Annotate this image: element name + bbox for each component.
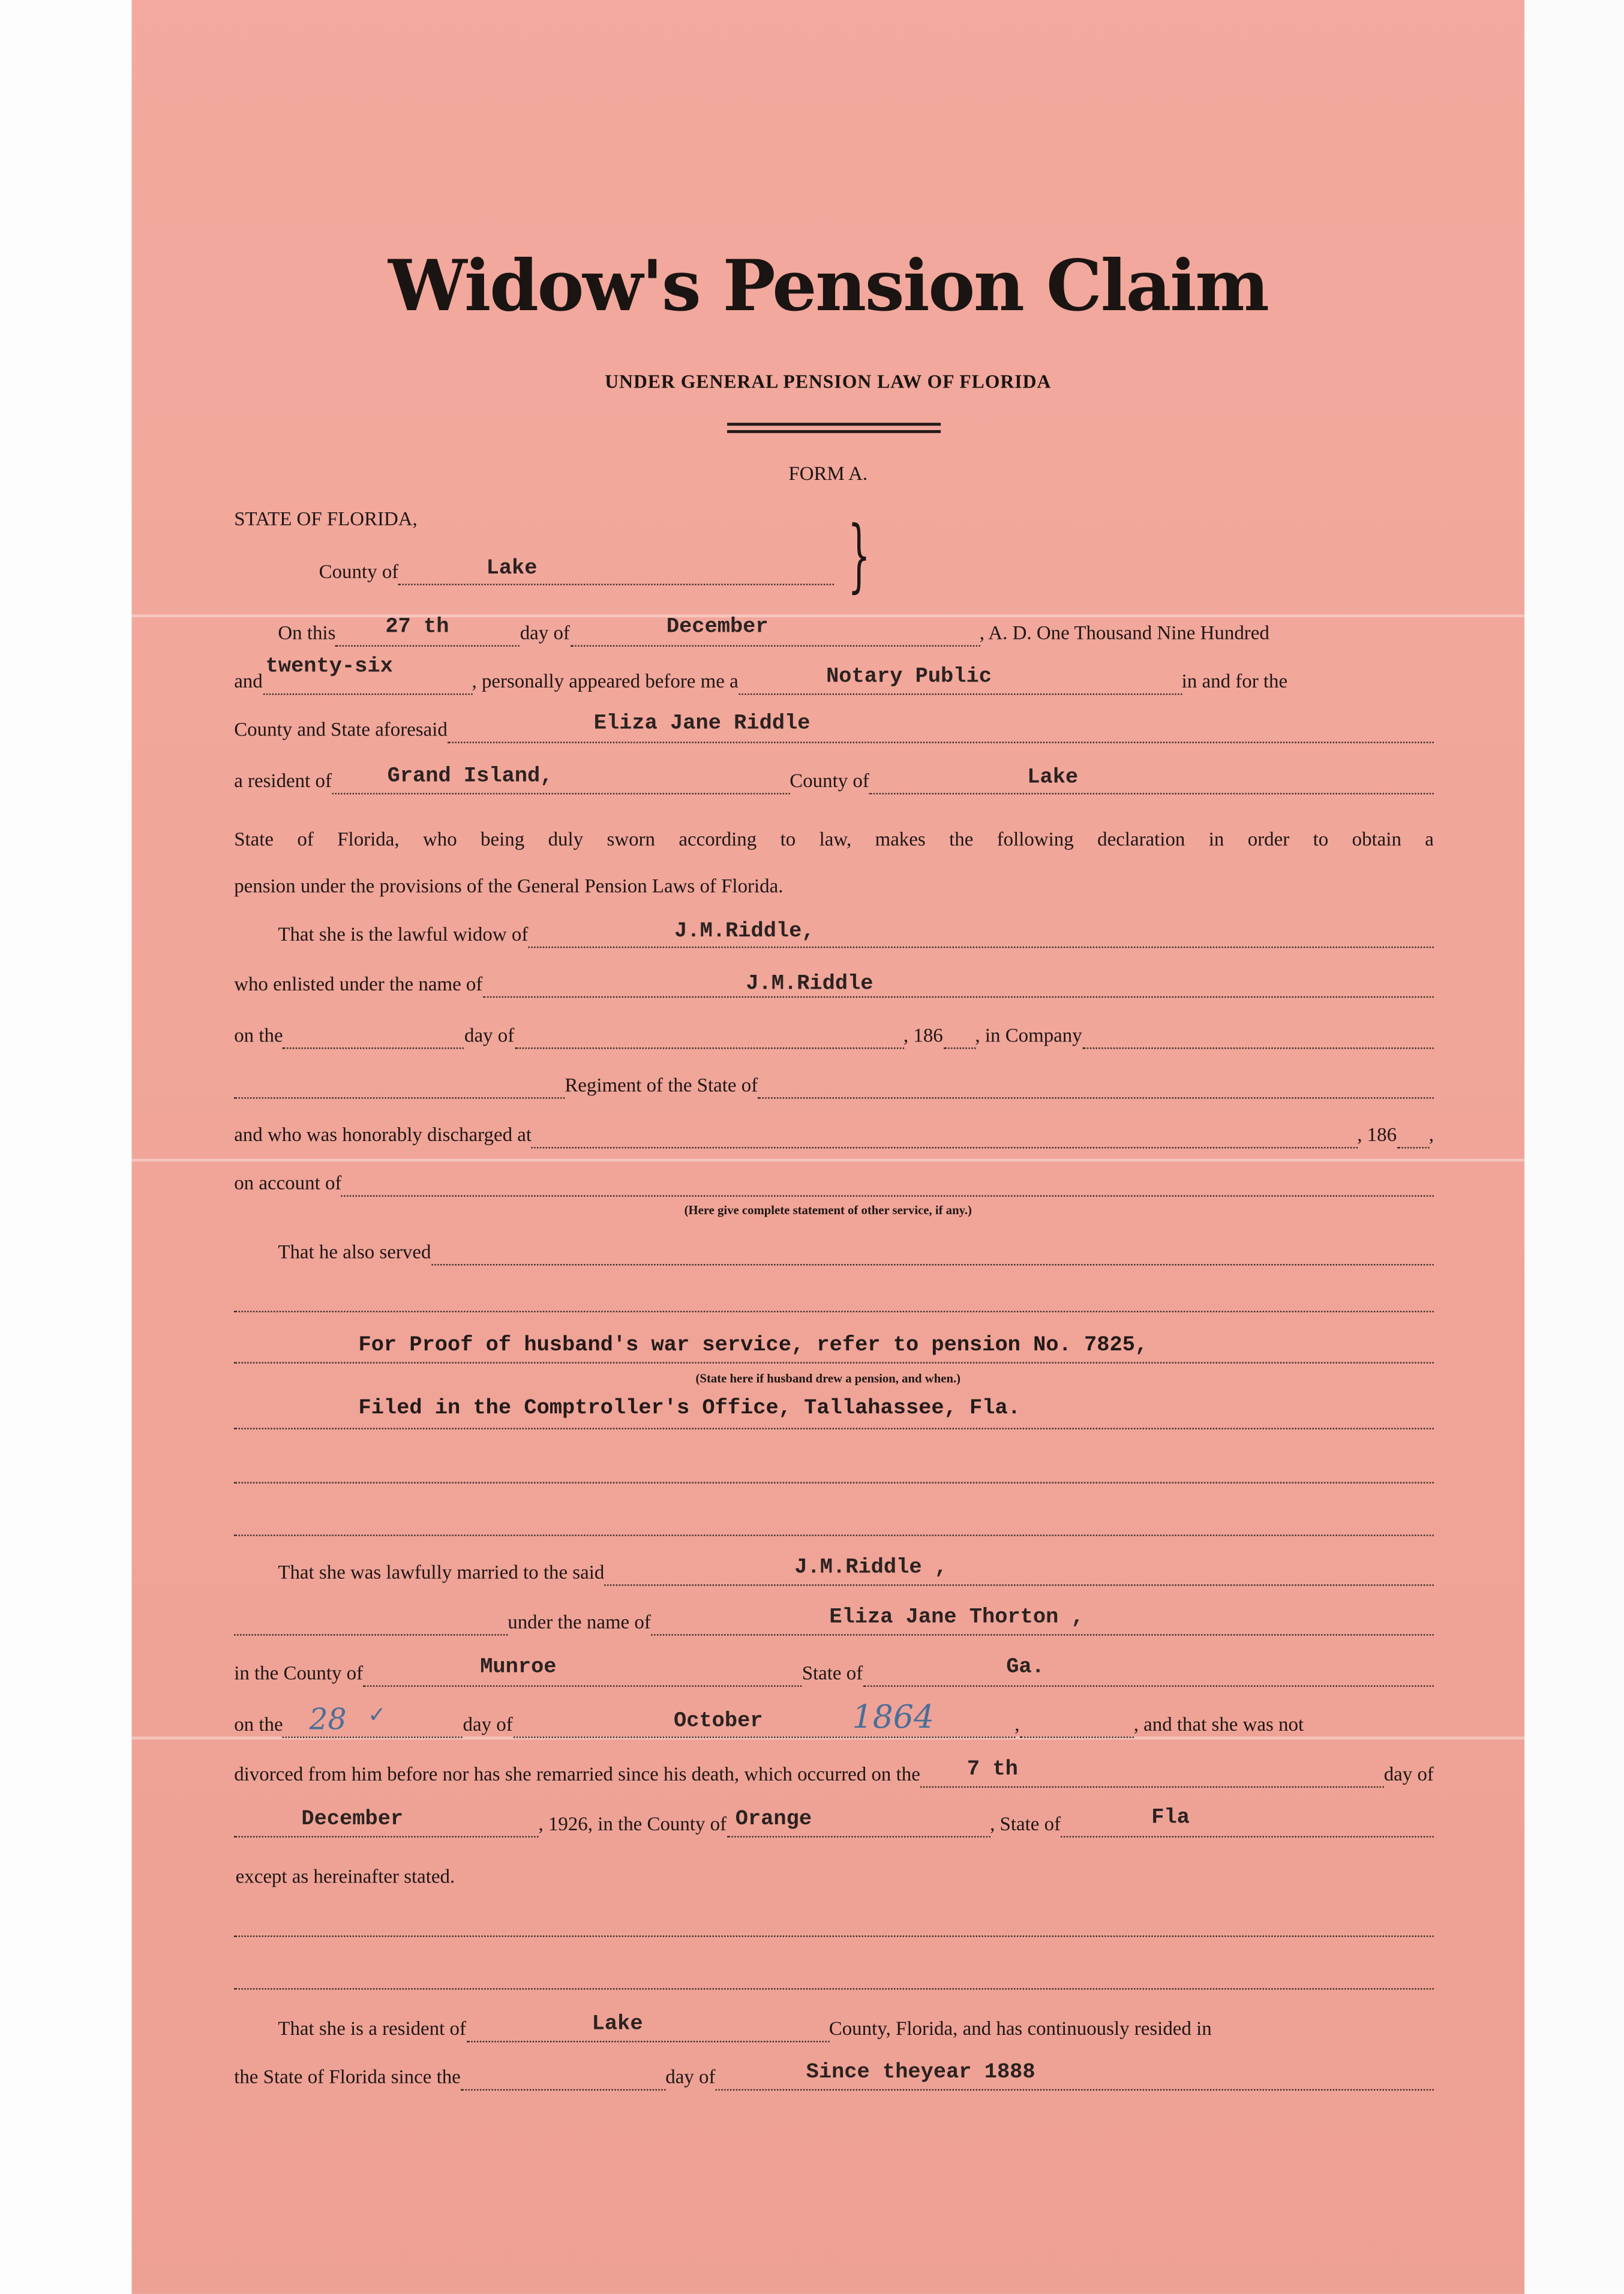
brace: }: [848, 509, 870, 602]
value: December: [301, 1808, 404, 1832]
form-label: FORM A.: [788, 462, 868, 485]
account-row: [234, 1167, 1434, 1197]
value: Notary Public: [826, 665, 992, 689]
label: , in the County of: [587, 1812, 727, 1835]
label: ,: [1014, 1713, 1020, 1735]
since-field[interactable]: [715, 2060, 1433, 2091]
handwritten-value: 28: [309, 1701, 347, 1737]
label: day of: [464, 1024, 515, 1046]
blank-line[interactable]: [234, 1361, 1434, 1364]
label: State of: [802, 1662, 863, 1684]
marriage-extra-field[interactable]: [1019, 1707, 1133, 1738]
value: 27 th: [385, 615, 449, 639]
maiden-row: [234, 1607, 1434, 1636]
label: That she is a resident of: [278, 2017, 466, 2040]
value: Lake: [486, 557, 538, 581]
handwritten-value: 1864: [852, 1700, 935, 1737]
enlist-month-field[interactable]: [514, 1018, 903, 1049]
residence-county-field[interactable]: [466, 2011, 829, 2042]
label: the State of Florida since the: [234, 2065, 461, 2088]
married-name-field[interactable]: [604, 1555, 1434, 1586]
residence-field[interactable]: [332, 764, 790, 794]
label: day of: [520, 621, 570, 644]
scanner-margin: [0, 0, 131, 2294]
scanner-margin-right: [1524, 0, 1624, 2294]
marriage-county-field[interactable]: [363, 1656, 802, 1687]
marriage-state-field[interactable]: [863, 1656, 1434, 1687]
label: on the: [234, 1713, 283, 1735]
state-header: STATE OF FLORIDA,: [234, 508, 418, 530]
document-title: Widow's Pension Claim: [388, 245, 1268, 328]
value: J.M.Riddle: [746, 972, 873, 996]
blank-line[interactable]: [234, 1481, 1434, 1484]
maiden-prefix-field[interactable]: [234, 1605, 508, 1635]
widow-row: [278, 919, 1434, 948]
discharge-place-field[interactable]: [532, 1118, 1357, 1148]
value: Eliza Jane Riddle: [593, 712, 811, 736]
proof-text: For Proof of husband's war service, refer to pension No. 7825,: [358, 1334, 1148, 1358]
account-field[interactable]: [341, 1166, 1434, 1197]
marriage-date-row: [234, 1700, 1434, 1738]
regiment-field[interactable]: [234, 1068, 565, 1098]
label: That she is the lawful widow of: [278, 923, 529, 945]
death-county-field[interactable]: [727, 1807, 990, 1837]
regiment-state-field[interactable]: [758, 1068, 1434, 1098]
blank-line[interactable]: [234, 1987, 1434, 1990]
discharge-year-field[interactable]: [1397, 1118, 1429, 1148]
day-field[interactable]: [335, 616, 520, 647]
label: a resident of: [234, 769, 332, 792]
value: Lake: [592, 2013, 643, 2037]
marriage-day-field[interactable]: [283, 1701, 463, 1738]
since-day-field[interactable]: [461, 2060, 665, 2091]
married-row: [278, 1557, 1434, 1586]
resident-row: [234, 765, 1434, 794]
value: October: [674, 1710, 763, 1734]
declaration-text: pension under the provisions of the General Pension Laws of Florida.: [234, 875, 784, 897]
company-field[interactable]: [1082, 1018, 1434, 1049]
label: , in Company: [975, 1024, 1082, 1046]
label: County of: [319, 560, 399, 582]
also-served-row: [278, 1236, 1434, 1266]
value: J.M.Riddle,: [674, 920, 815, 944]
caption: (Here give complete statement of other service, if any.): [684, 1202, 972, 1217]
value: J.M.Riddle ,: [794, 1556, 948, 1580]
value: Grand Island,: [387, 765, 553, 789]
label: and who was honorably discharged at: [234, 1123, 532, 1146]
death-row: [234, 1758, 1434, 1788]
label: County and State aforesaid: [234, 718, 448, 740]
label: That he also served: [278, 1241, 431, 1263]
since-row: [234, 2061, 1434, 2091]
claimant-name-field[interactable]: [448, 713, 1434, 743]
enlist-day-field[interactable]: [283, 1018, 464, 1049]
fold-crease: [131, 1158, 1524, 1161]
county-field[interactable]: [398, 554, 834, 585]
marriage-place-row: [234, 1658, 1434, 1687]
declaration-text: State of Florida, who being duly sworn according to law, makes the following declaration in order to obtain a: [234, 828, 1434, 850]
value: Orange: [735, 1808, 812, 1832]
official-field[interactable]: [739, 664, 1182, 695]
divider-rule: [727, 423, 941, 426]
caption: (State here if husband drew a pension, and when.): [695, 1371, 961, 1386]
value: Munroe: [480, 1656, 557, 1680]
value: Lake: [1027, 766, 1079, 790]
month-field[interactable]: [570, 616, 980, 647]
label: , and that she was not: [1133, 1713, 1304, 1735]
value: Since theyear 1888: [806, 2061, 1035, 2085]
label: and: [234, 669, 263, 692]
filed-text: Filed in the Comptroller's Office, Tallahassee, Fla.: [358, 1397, 1020, 1421]
maiden-name-field[interactable]: [651, 1605, 1434, 1635]
label: on the: [234, 1024, 283, 1046]
label: in the County of: [234, 1662, 364, 1684]
except-text: except as hereinafter stated.: [235, 1865, 455, 1887]
discharge-row: [234, 1119, 1434, 1149]
document-subtitle: UNDER GENERAL PENSION LAW OF FLORIDA: [605, 370, 1052, 392]
label: , 186: [1357, 1123, 1397, 1146]
value: Fla: [1151, 1806, 1190, 1830]
death-month-field[interactable]: [234, 1807, 538, 1837]
label: in and for the: [1181, 669, 1288, 692]
label: , 186: [903, 1024, 943, 1046]
blank-line[interactable]: [234, 1533, 1434, 1536]
label: under the name of: [508, 1611, 651, 1633]
marriage-month-field[interactable]: [513, 1700, 1014, 1738]
enlist-date-row: [234, 1020, 1434, 1049]
label: divorced from him before nor has she remarried since his death, which occurred on the: [234, 1762, 920, 1785]
value: Ga.: [1006, 1656, 1044, 1680]
date-row: [278, 617, 1434, 647]
regiment-row: [234, 1070, 1434, 1099]
blank-line[interactable]: [234, 1934, 1434, 1937]
value: Eliza Jane Thorton ,: [829, 1606, 1084, 1630]
label: day of: [1383, 1762, 1434, 1785]
label: County of: [790, 769, 869, 792]
year-field[interactable]: [263, 655, 472, 695]
value: twenty-six: [265, 655, 393, 679]
value: 7 th: [966, 1758, 1018, 1782]
year-row: [234, 655, 1434, 695]
resident-county-field[interactable]: [869, 764, 1434, 794]
label: , personally appeared before me a: [472, 669, 739, 692]
checkmark-icon: ✓: [368, 1701, 386, 1728]
blank-line[interactable]: [234, 1427, 1434, 1430]
also-served-field[interactable]: [431, 1235, 1434, 1265]
divider-rule: [727, 430, 941, 433]
label: , 1926: [538, 1812, 588, 1835]
label: On this: [278, 621, 336, 644]
death-day-field[interactable]: [920, 1757, 1384, 1788]
claimant-row: [234, 714, 1434, 743]
label: on account of: [234, 1172, 342, 1194]
label: , State of: [990, 1812, 1061, 1835]
label: who enlisted under the name of: [234, 972, 483, 995]
label: day of: [463, 1713, 513, 1735]
enlisted-row: [234, 968, 1434, 998]
death-date-row: [234, 1808, 1434, 1837]
blank-line[interactable]: [234, 1310, 1434, 1313]
county-row: [319, 556, 834, 585]
label: day of: [665, 2065, 716, 2088]
death-state-field[interactable]: [1061, 1807, 1434, 1837]
label: County, Florida, and has continuously resided in: [828, 2017, 1212, 2040]
label: That she was lawfully married to the said: [278, 1561, 605, 1583]
residence-row: [278, 2013, 1434, 2043]
husband-name-field[interactable]: [528, 917, 1434, 948]
enlisted-name-field[interactable]: [482, 967, 1434, 998]
label: Regiment of the State of: [565, 1074, 758, 1096]
label: , A. D. One Thousand Nine Hundred: [979, 621, 1269, 644]
enlist-year-field[interactable]: [943, 1018, 975, 1049]
value: December: [666, 615, 769, 639]
label: ,: [1428, 1123, 1434, 1146]
